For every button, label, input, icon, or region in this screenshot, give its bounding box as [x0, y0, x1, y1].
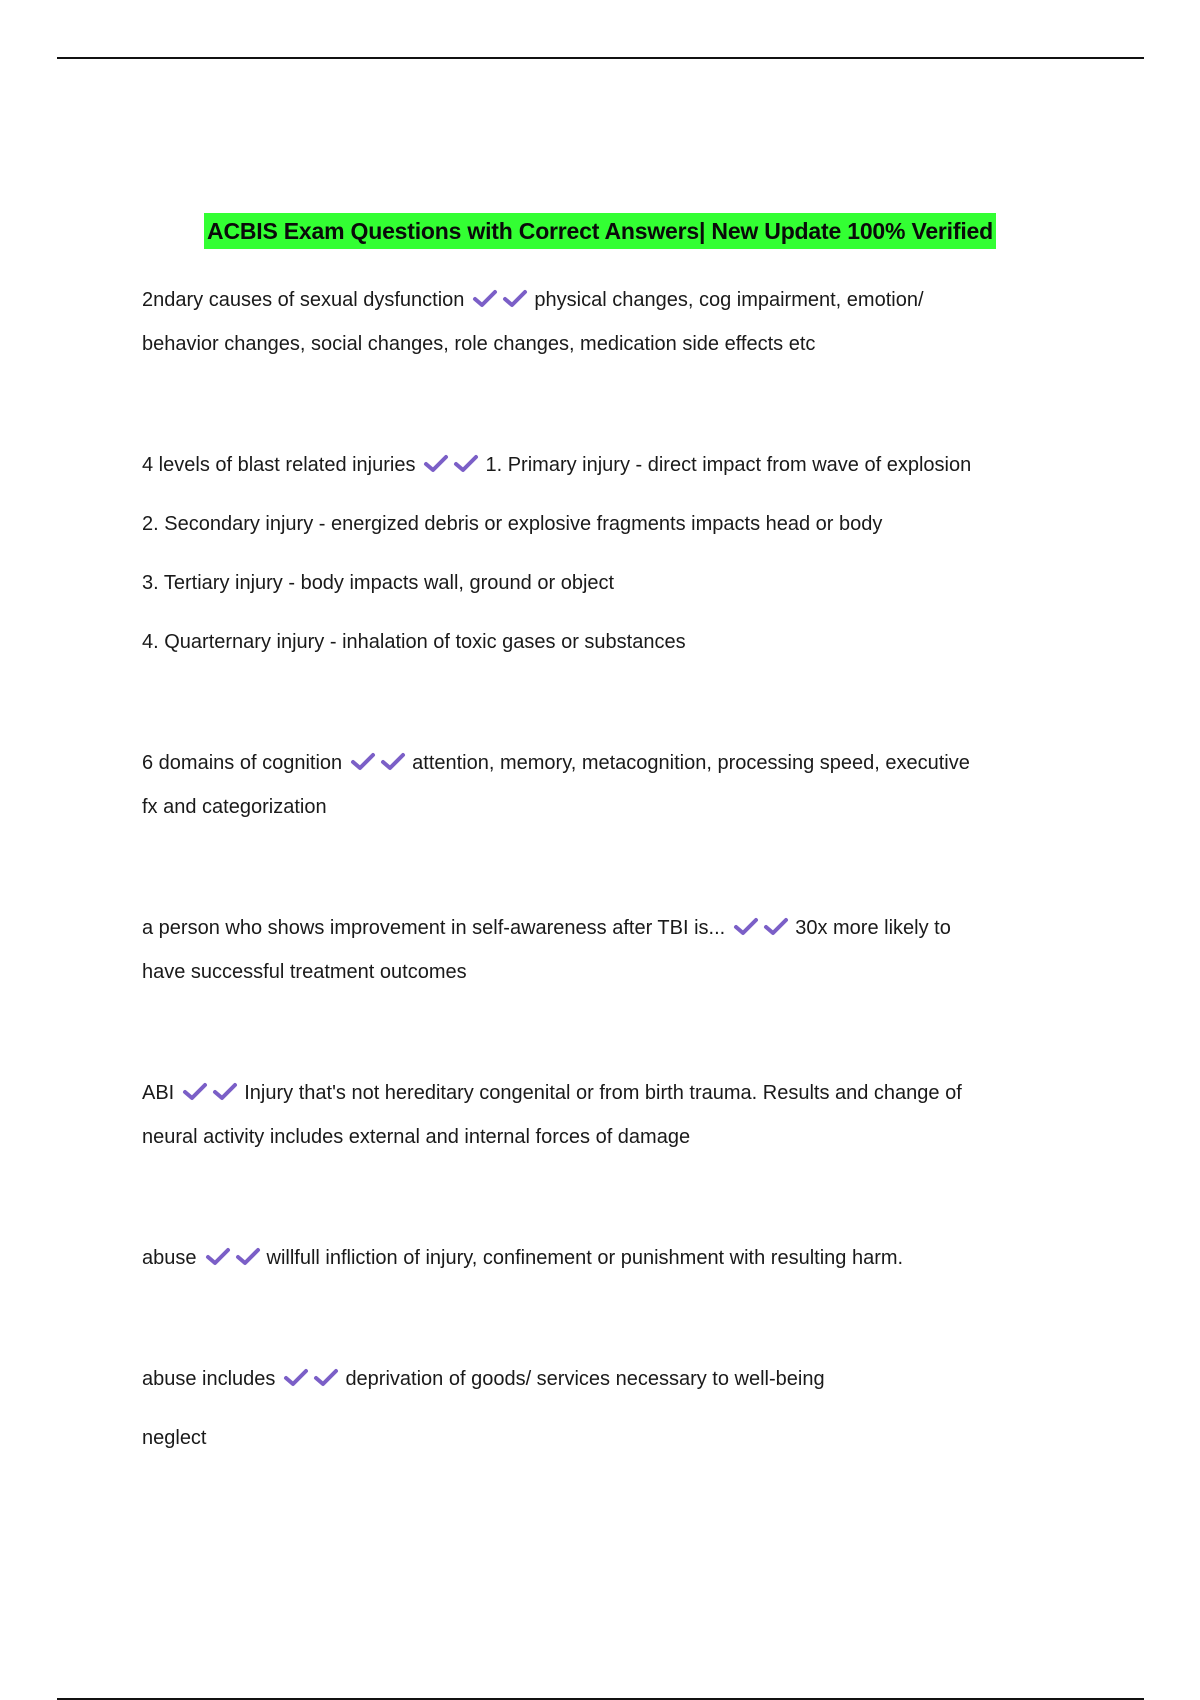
question-term: abuse includes	[142, 1368, 276, 1390]
entry-line	[142, 1236, 1072, 1280]
answer-text: neglect	[142, 1427, 207, 1449]
check-icon	[283, 1368, 309, 1388]
check-icon	[502, 289, 528, 309]
question-term: a person who shows improvement in self-awareness after TBI is...	[142, 917, 726, 939]
qa-entry	[142, 443, 1072, 664]
answer-text: neural activity includes external and internal forces of damage	[142, 1126, 691, 1148]
answer-text: 4. Quarternary injury - inhalation of toxic gases or substances	[142, 631, 686, 653]
qa-entry	[142, 906, 1072, 994]
answer-text: 2. Secondary injury - energized debris or explosive fragments impacts head or body	[142, 513, 883, 535]
check-icon	[380, 752, 406, 772]
check-icon	[423, 454, 449, 474]
question-term: 6 domains of cognition	[142, 752, 343, 774]
qa-entry	[142, 1236, 1072, 1280]
check-pair	[470, 289, 530, 311]
answer-text: fx and categorization	[142, 796, 327, 818]
entry-line	[142, 443, 1072, 487]
check-pair	[203, 1247, 263, 1269]
check-pair	[731, 917, 791, 939]
entry-line	[142, 278, 1072, 322]
answer-text: attention, memory, metacognition, processing speed, executive	[412, 752, 970, 774]
check-icon	[763, 917, 789, 937]
question-term: ABI	[142, 1082, 175, 1104]
entry-line	[142, 741, 1072, 785]
answer-text: deprivation of goods/ services necessary to well-being	[345, 1368, 825, 1390]
answer-text: 30x more likely to	[795, 917, 951, 939]
check-pair	[180, 1082, 240, 1104]
title-container	[0, 213, 1200, 249]
answer-text: physical changes, cog impairment, emotion/	[534, 289, 924, 311]
document-title: ACBIS Exam Questions with Correct Answers| New Update 100% Verified	[204, 213, 996, 249]
qa-entry	[142, 1071, 1072, 1159]
check-icon	[205, 1247, 231, 1267]
check-pair	[421, 454, 481, 476]
question-term: 4 levels of blast related injuries	[142, 454, 416, 476]
check-icon	[182, 1082, 208, 1102]
check-icon	[212, 1082, 238, 1102]
qa-entry	[142, 278, 1072, 366]
check-icon	[472, 289, 498, 309]
answer-text: have successful treatment outcomes	[142, 961, 467, 983]
check-pair	[281, 1368, 341, 1390]
answer-text: willfull infliction of injury, confinement or punishment with resulting harm.	[266, 1247, 904, 1269]
check-icon	[313, 1368, 339, 1388]
answer-text: behavior changes, social changes, role changes, medication side effects etc	[142, 333, 816, 355]
question-term: abuse	[142, 1247, 197, 1269]
check-icon	[235, 1247, 261, 1267]
answer-text: Injury that's not hereditary congenital or from birth trauma. Results and change of	[244, 1082, 962, 1104]
check-pair	[348, 752, 408, 774]
qa-entry	[142, 1357, 1072, 1460]
qa-list	[142, 278, 1072, 1460]
entry-line	[142, 1357, 1072, 1401]
top-rule	[57, 57, 1144, 59]
entry-line	[142, 906, 1072, 950]
answer-text: 3. Tertiary injury - body impacts wall, ground or object	[142, 572, 615, 594]
check-icon	[733, 917, 759, 937]
check-icon	[453, 454, 479, 474]
answer-text: 1. Primary injury - direct impact from wave of explosion	[485, 454, 972, 476]
entry-line	[142, 1071, 1072, 1115]
question-term: 2ndary causes of sexual dysfunction	[142, 289, 465, 311]
qa-entry	[142, 741, 1072, 829]
check-icon	[350, 752, 376, 772]
